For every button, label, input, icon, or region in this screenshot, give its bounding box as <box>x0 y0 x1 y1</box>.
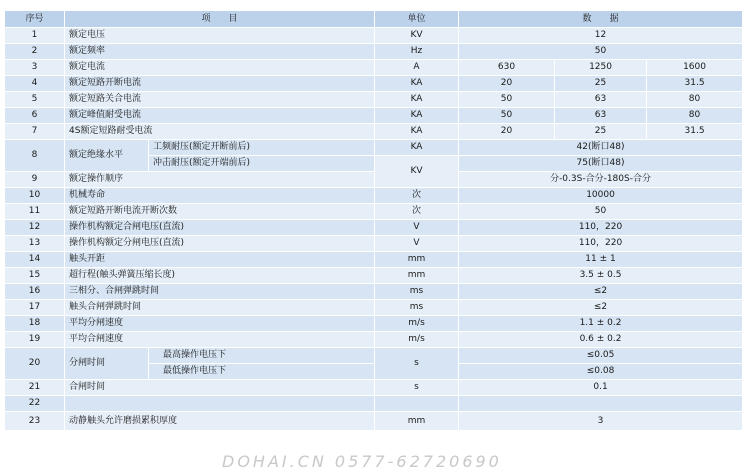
row-value-2: 25 <box>555 76 647 92</box>
table-header <box>5 11 743 28</box>
table-row <box>5 236 743 252</box>
row-item: 额定操作顺序 <box>65 172 375 188</box>
table-row <box>5 252 743 268</box>
row-item: 额定绝缘水平 <box>65 140 149 172</box>
row-unit: V <box>375 220 459 236</box>
row-item: 额定短路开断电流开断次数 <box>65 204 375 220</box>
row-item: 触头合闸弹跳时间 <box>65 300 375 316</box>
table-row <box>5 108 743 124</box>
row-value: ≤2 <box>459 300 743 316</box>
row-unit: mm <box>375 252 459 268</box>
row-item: 触头开距 <box>65 252 375 268</box>
row-value-1: 42(断口48) <box>459 140 743 156</box>
row-value: ≤2 <box>459 284 743 300</box>
row-no: 16 <box>5 284 65 300</box>
row-no: 12 <box>5 220 65 236</box>
row-value-3: 80 <box>647 108 743 124</box>
row-value: 11 ± 1 <box>459 252 743 268</box>
row-no: 18 <box>5 316 65 332</box>
row-unit: KA <box>375 92 459 108</box>
row-value-3: 1600 <box>647 60 743 76</box>
row-item: 额定电流 <box>65 60 375 76</box>
row-item: 额定电压 <box>65 28 375 44</box>
row-value-1: 20 <box>459 76 555 92</box>
row-item <box>65 396 375 412</box>
row-subitem-1: 工频耐压(额定开断前后) <box>149 140 375 156</box>
row-value: 3.5 ± 0.5 <box>459 268 743 284</box>
row-item: 额定峰值耐受电流 <box>65 108 375 124</box>
table-row <box>5 380 743 396</box>
row-item: 动静触头允许磨损累积厚度 <box>65 412 375 431</box>
table-row <box>5 44 743 60</box>
row-value: 50 <box>459 44 743 60</box>
table-row <box>5 220 743 236</box>
row-value-2: 63 <box>555 108 647 124</box>
row-unit: KV <box>375 28 459 44</box>
row-unit: KA <box>375 76 459 92</box>
row-unit: 次 <box>375 188 459 204</box>
row-value-1: 50 <box>459 108 555 124</box>
row-unit-2: KV <box>375 156 459 188</box>
row-item: 4S额定短路耐受电流 <box>65 124 375 140</box>
row-item: 三相分、合闸弹跳时间 <box>65 284 375 300</box>
row-value: 110，220 <box>459 220 743 236</box>
row-value: 10000 <box>459 188 743 204</box>
table-row <box>5 76 743 92</box>
row-no: 8 <box>5 140 65 172</box>
row-unit: s <box>375 380 459 396</box>
row-no: 9 <box>5 172 65 188</box>
row-no: 14 <box>5 252 65 268</box>
table-row <box>5 92 743 108</box>
row-no: 3 <box>5 60 65 76</box>
specification-table <box>4 10 743 431</box>
table-row <box>5 348 743 364</box>
row-subitem-1: 最高操作电压下 <box>149 348 375 364</box>
row-no: 23 <box>5 412 65 431</box>
table-row <box>5 28 743 44</box>
row-value <box>459 396 743 412</box>
row-no: 15 <box>5 268 65 284</box>
row-no: 6 <box>5 108 65 124</box>
row-item: 分闸时间 <box>65 348 149 380</box>
row-value-2: ≤0.08 <box>459 364 743 380</box>
row-value: 12 <box>459 28 743 44</box>
row-item: 平均合闸速度 <box>65 332 375 348</box>
row-no: 20 <box>5 348 65 380</box>
row-value-2: 75(断口48) <box>459 156 743 172</box>
row-value: 0.6 ± 0.2 <box>459 332 743 348</box>
row-unit: s <box>375 348 459 380</box>
row-no: 10 <box>5 188 65 204</box>
row-value: 分-0.3S-合分-180S-合分 <box>459 172 743 188</box>
row-unit: KA <box>375 108 459 124</box>
row-value-2: 25 <box>555 124 647 140</box>
row-unit: mm <box>375 268 459 284</box>
row-subitem-2: 冲击耐压(额定开端前后) <box>149 156 375 172</box>
header-item: 项 目 <box>65 11 375 28</box>
row-item: 合闸时间 <box>65 380 375 396</box>
row-unit <box>375 396 459 412</box>
row-item: 额定短路关合电流 <box>65 92 375 108</box>
table-row <box>5 60 743 76</box>
row-item: 机械寿命 <box>65 188 375 204</box>
row-value: 1.1 ± 0.2 <box>459 316 743 332</box>
row-unit: KA <box>375 140 459 156</box>
row-item: 操作机构额定分闸电压(直流) <box>65 236 375 252</box>
row-unit: V <box>375 236 459 252</box>
row-no: 1 <box>5 28 65 44</box>
row-no: 22 <box>5 396 65 412</box>
table-row <box>5 140 743 156</box>
table-row <box>5 172 743 188</box>
row-no: 7 <box>5 124 65 140</box>
row-unit: Hz <box>375 44 459 60</box>
row-unit: m/s <box>375 332 459 348</box>
table-row <box>5 300 743 316</box>
row-value-1: 20 <box>459 124 555 140</box>
row-value-1: 50 <box>459 92 555 108</box>
table-row <box>5 124 743 140</box>
row-no: 4 <box>5 76 65 92</box>
table-row <box>5 188 743 204</box>
row-unit: ms <box>375 300 459 316</box>
table-row <box>5 412 743 431</box>
row-no: 17 <box>5 300 65 316</box>
row-item: 额定短路开断电流 <box>65 76 375 92</box>
table-row <box>5 268 743 284</box>
table-row <box>5 332 743 348</box>
row-no: 2 <box>5 44 65 60</box>
row-unit: KA <box>375 124 459 140</box>
header-no: 序号 <box>5 11 65 28</box>
table-row <box>5 396 743 412</box>
row-value-2: 63 <box>555 92 647 108</box>
row-unit: mm <box>375 412 459 431</box>
row-unit: 次 <box>375 204 459 220</box>
row-no: 21 <box>5 380 65 396</box>
row-no: 19 <box>5 332 65 348</box>
row-subitem-2: 最低操作电压下 <box>149 364 375 380</box>
table-row <box>5 204 743 220</box>
row-item: 操作机构额定合闸电压(直流) <box>65 220 375 236</box>
header-data: 数 据 <box>459 11 743 28</box>
row-unit: A <box>375 60 459 76</box>
row-no: 5 <box>5 92 65 108</box>
row-item: 超行程(触头弹簧压缩长度) <box>65 268 375 284</box>
row-value-1: 630 <box>459 60 555 76</box>
row-value-3: 31.5 <box>647 76 743 92</box>
row-item: 额定频率 <box>65 44 375 60</box>
row-unit: m/s <box>375 316 459 332</box>
row-value: 3 <box>459 412 743 431</box>
table-row <box>5 316 743 332</box>
row-no: 13 <box>5 236 65 252</box>
row-no: 11 <box>5 204 65 220</box>
header-unit: 单位 <box>375 11 459 28</box>
row-value-3: 31.5 <box>647 124 743 140</box>
table-row <box>5 284 743 300</box>
row-value-3: 80 <box>647 92 743 108</box>
row-value-1: ≤0.05 <box>459 348 743 364</box>
row-item: 平均分闸速度 <box>65 316 375 332</box>
row-value: 110，220 <box>459 236 743 252</box>
watermark-text: DOHAI.CN 0577-62720690 <box>222 452 502 471</box>
row-unit: ms <box>375 284 459 300</box>
row-value: 50 <box>459 204 743 220</box>
row-value: 0.1 <box>459 380 743 396</box>
row-value-2: 1250 <box>555 60 647 76</box>
